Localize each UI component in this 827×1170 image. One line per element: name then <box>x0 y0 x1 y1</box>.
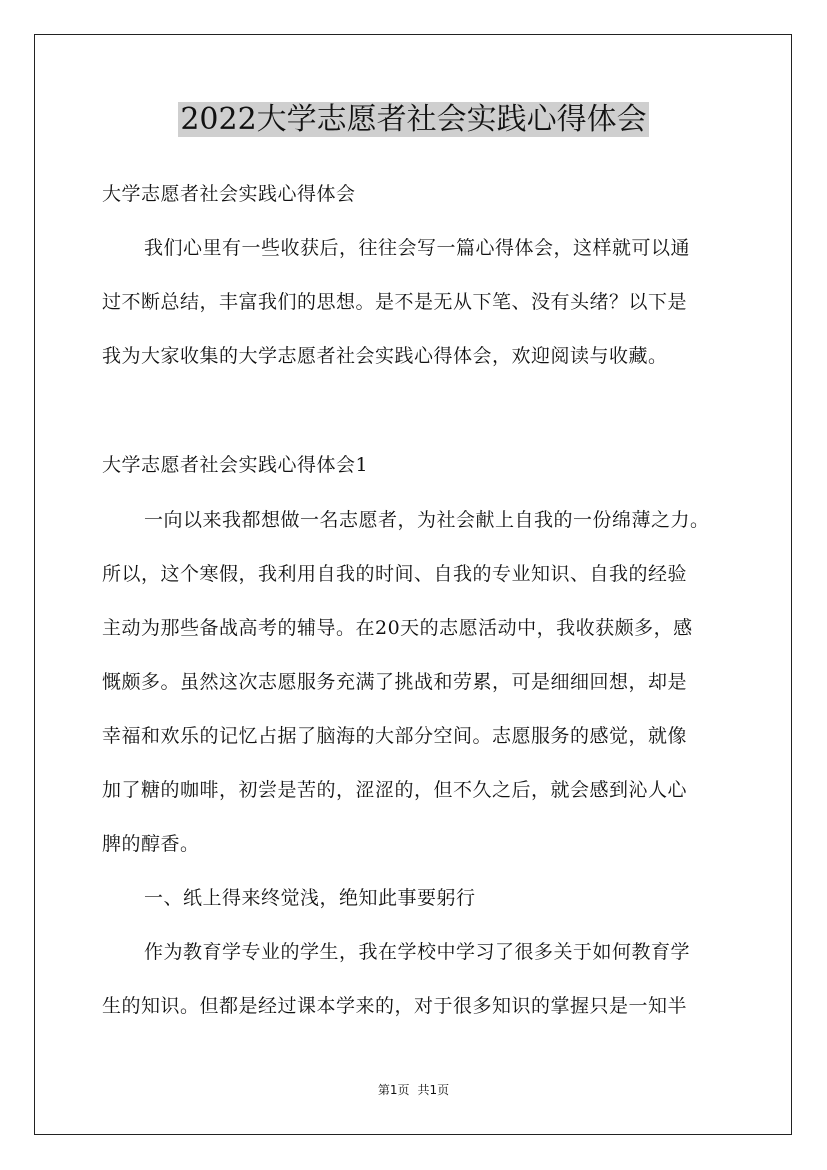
page-number: 第1页 <box>377 1083 410 1097</box>
subsection-heading: 一、纸上得来终觉浅，绝知此事要躬行 <box>144 887 476 909</box>
paragraph-line: 慨颇多。虽然这次志愿服务充满了挑战和劳累，可是细细回想，却是 <box>102 671 688 693</box>
paragraph-line: 我们心里有一些收获后，往往会写一篇心得体会，这样就可以通 <box>144 237 691 259</box>
page-total: 共1页 <box>417 1083 450 1097</box>
paragraph-line: 我为大家收集的大学志愿者社会实践心得体会，欢迎阅读与收藏。 <box>102 345 668 367</box>
section-heading: 大学志愿者社会实践心得体会1 <box>102 454 369 476</box>
paragraph-line: 生的知识。但都是经过课本学来的，对于很多知识的掌握只是一知半 <box>102 995 688 1017</box>
paragraph-line: 过不断总结，丰富我们的思想。是不是无从下笔、没有头绪？以下是 <box>102 291 688 313</box>
paragraph-line: 所以，这个寒假，我利用自我的时间、自我的专业知识、自我的经验 <box>102 563 688 585</box>
document-title-text: 2022大学志愿者社会实践心得体会 <box>180 102 647 137</box>
paragraph-line: 主动为那些备战高考的辅导。在20天的志愿活动中，我收获颇多，感 <box>102 617 693 639</box>
document-title <box>0 98 827 142</box>
section-heading: 大学志愿者社会实践心得体会 <box>102 183 356 205</box>
paragraph-line: 脾的醇香。 <box>102 833 200 855</box>
paragraph-line: 一向以来我都想做一名志愿者，为社会献上自我的一份绵薄之力。 <box>144 509 710 531</box>
paragraph-line: 作为教育学专业的学生，我在学校中学习了很多关于如何教育学 <box>144 941 691 963</box>
paragraph-line: 加了糖的咖啡，初尝是苦的，涩涩的，但不久之后，就会感到沁人心 <box>102 779 688 801</box>
paragraph-line: 幸福和欢乐的记忆占据了脑海的大部分空间。志愿服务的感觉，就像 <box>102 725 688 747</box>
page-footer <box>0 1082 827 1098</box>
